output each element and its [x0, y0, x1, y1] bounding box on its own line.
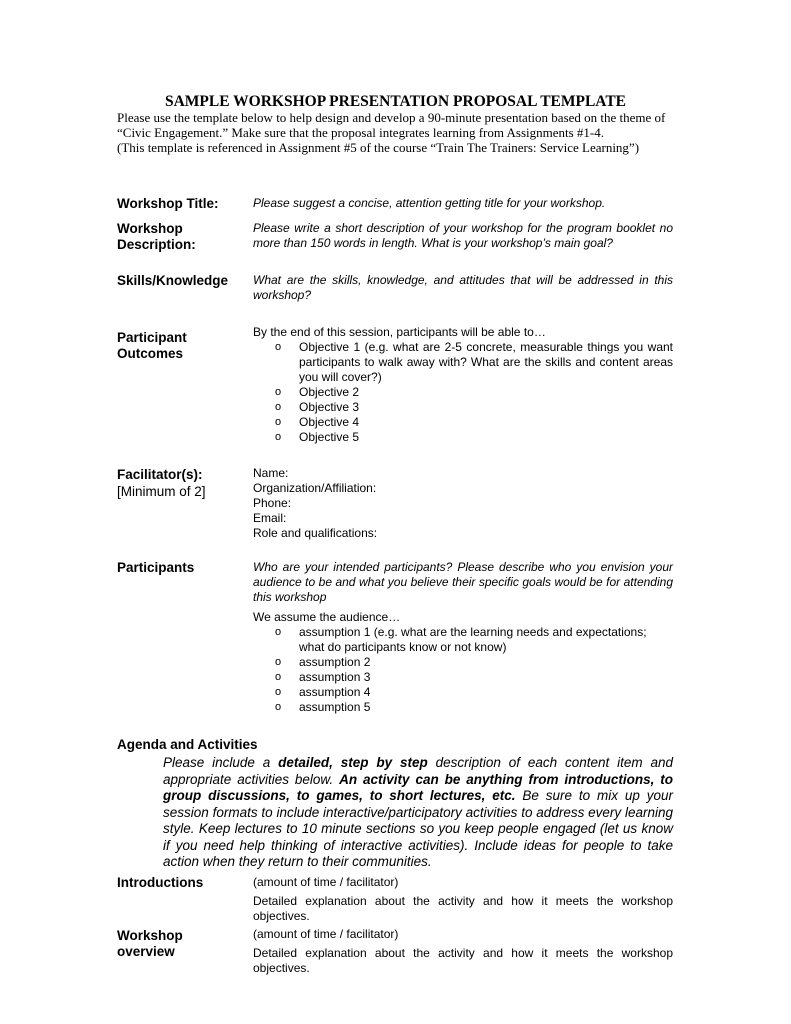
bullet-circle-icon: o — [275, 386, 282, 398]
agenda-text: Please include a — [163, 755, 279, 770]
agenda-text: description of each content item and appropriate activities below. — [163, 755, 674, 787]
bullet-circle-icon: o — [275, 416, 282, 428]
list-item: o assumption 5 — [275, 700, 371, 714]
label-line: Participant — [117, 330, 187, 345]
list-item: o Objective 5 — [275, 430, 360, 444]
field-name-label: Name: — [253, 466, 289, 480]
bullet-circle-icon: o — [275, 341, 282, 353]
introductions-time: (amount of time / facilitator) — [253, 875, 399, 889]
agenda-emphasis: An activity can be anything from introductions, to group discussions, to games, to short lectures, etc. — [163, 771, 674, 803]
bullet-circle-icon: o — [275, 686, 282, 698]
overview-time: (amount of time / facilitator) — [253, 927, 399, 941]
assume-intro: We assume the audience… — [253, 610, 401, 624]
field-role-label: Role and qualifications: — [253, 526, 378, 540]
participant-outcomes-label — [117, 330, 187, 362]
label-line: Outcomes — [117, 346, 184, 361]
assumptions-list — [253, 625, 673, 715]
skills-knowledge-text: What are the skills, knowledge, and attitudes that will be addressed in this workshop? — [253, 273, 673, 302]
bullet-circle-icon: o — [275, 626, 282, 638]
workshop-title-text: Please suggest a concise, attention getting title for your workshop. — [253, 196, 606, 210]
intro-line: “Civic Engagement.” Make sure that the proposal integrates learning from Assignments #1-4. — [117, 125, 605, 140]
list-item: o assumption 2 — [275, 655, 371, 669]
bullet-circle-icon: o — [275, 701, 282, 713]
introductions-content — [253, 875, 673, 924]
list-item: o Objective 1 (e.g. what are 2-5 concrete, measurable things you want participants to walk away with? What are the skills and content areas you will cover?) — [275, 340, 673, 384]
list-item: o assumption 1 (e.g. what are the learning needs and expectations; what do participants know or not know) — [275, 625, 647, 654]
overview-detail: Detailed explanation about the activity and how it meets the workshop objectives. — [253, 946, 673, 975]
list-item: o Objective 3 — [275, 400, 360, 414]
field-organization-label: Organization/Affiliation: — [253, 481, 377, 495]
field-phone-label: Phone: — [253, 496, 292, 510]
workshop-overview-label — [117, 928, 183, 960]
intro-line: Please use the template below to help design and develop a 90-minute presentation based on the theme of — [117, 110, 666, 125]
intro-line: (This template is referenced in Assignment #5 of the course “Train The Trainers: Service Learning”) — [117, 140, 640, 155]
bullet-circle-icon: o — [275, 401, 282, 413]
facilitators-label — [117, 467, 206, 500]
bullet-circle-icon: o — [275, 656, 282, 668]
bullet-circle-icon: o — [275, 431, 282, 443]
agenda-emphasis: detailed, step by step — [278, 755, 428, 770]
instructions-intro — [117, 110, 677, 155]
label-line: overview — [117, 944, 175, 959]
label-line: Workshop — [117, 221, 183, 236]
participants-content — [253, 560, 673, 715]
field-email-label: Email: — [253, 511, 287, 525]
document-title: SAMPLE WORKSHOP PRESENTATION PROPOSAL TEMPLATE — [164, 93, 627, 110]
list-item: o assumption 3 — [275, 670, 371, 684]
outcomes-intro: By the end of this session, participants will be able to… — [253, 325, 546, 339]
label-line: Facilitator(s): — [117, 467, 203, 482]
participants-label: Participants — [117, 560, 195, 575]
skills-knowledge-label: Skills/Knowledge — [117, 273, 229, 288]
agenda-instructions — [163, 755, 673, 871]
facilitators-minimum: [Minimum of 2] — [117, 484, 206, 499]
facilitator-fields — [253, 466, 673, 541]
participant-outcomes-content — [253, 325, 673, 445]
participants-text: Who are your intended participants? Please describe who you envision your audience to be and what you believe their specific goals would be for attending this workshop — [253, 560, 673, 604]
agenda-text: Be sure to mix up your session formats to include interactive/participatory activities to address every learning style. Keep lectures to 10 minute sections so you keep people engaged (let us know if you need help thinking of interactive activities). Include ideas for people to take action when they return to their communities. — [163, 788, 674, 869]
agenda-heading: Agenda and Activities — [117, 737, 258, 752]
introductions-label: Introductions — [117, 875, 204, 890]
workshop-overview-content — [253, 927, 673, 976]
bullet-circle-icon: o — [275, 671, 282, 683]
workshop-title-label: Workshop Title: — [117, 196, 219, 211]
list-item: o Objective 4 — [275, 415, 360, 429]
objectives-list — [253, 340, 673, 445]
workshop-description-text: Please write a short description of your workshop for the program booklet no more than 150 words in length. What is your workshop’s main goal? — [253, 221, 673, 250]
list-item: o assumption 4 — [275, 685, 371, 699]
workshop-description-label — [117, 221, 196, 253]
label-line: Workshop — [117, 928, 183, 943]
label-line: Description: — [117, 237, 196, 252]
list-item: o Objective 2 — [275, 385, 360, 399]
introductions-detail: Detailed explanation about the activity and how it meets the workshop objectives. — [253, 894, 673, 923]
